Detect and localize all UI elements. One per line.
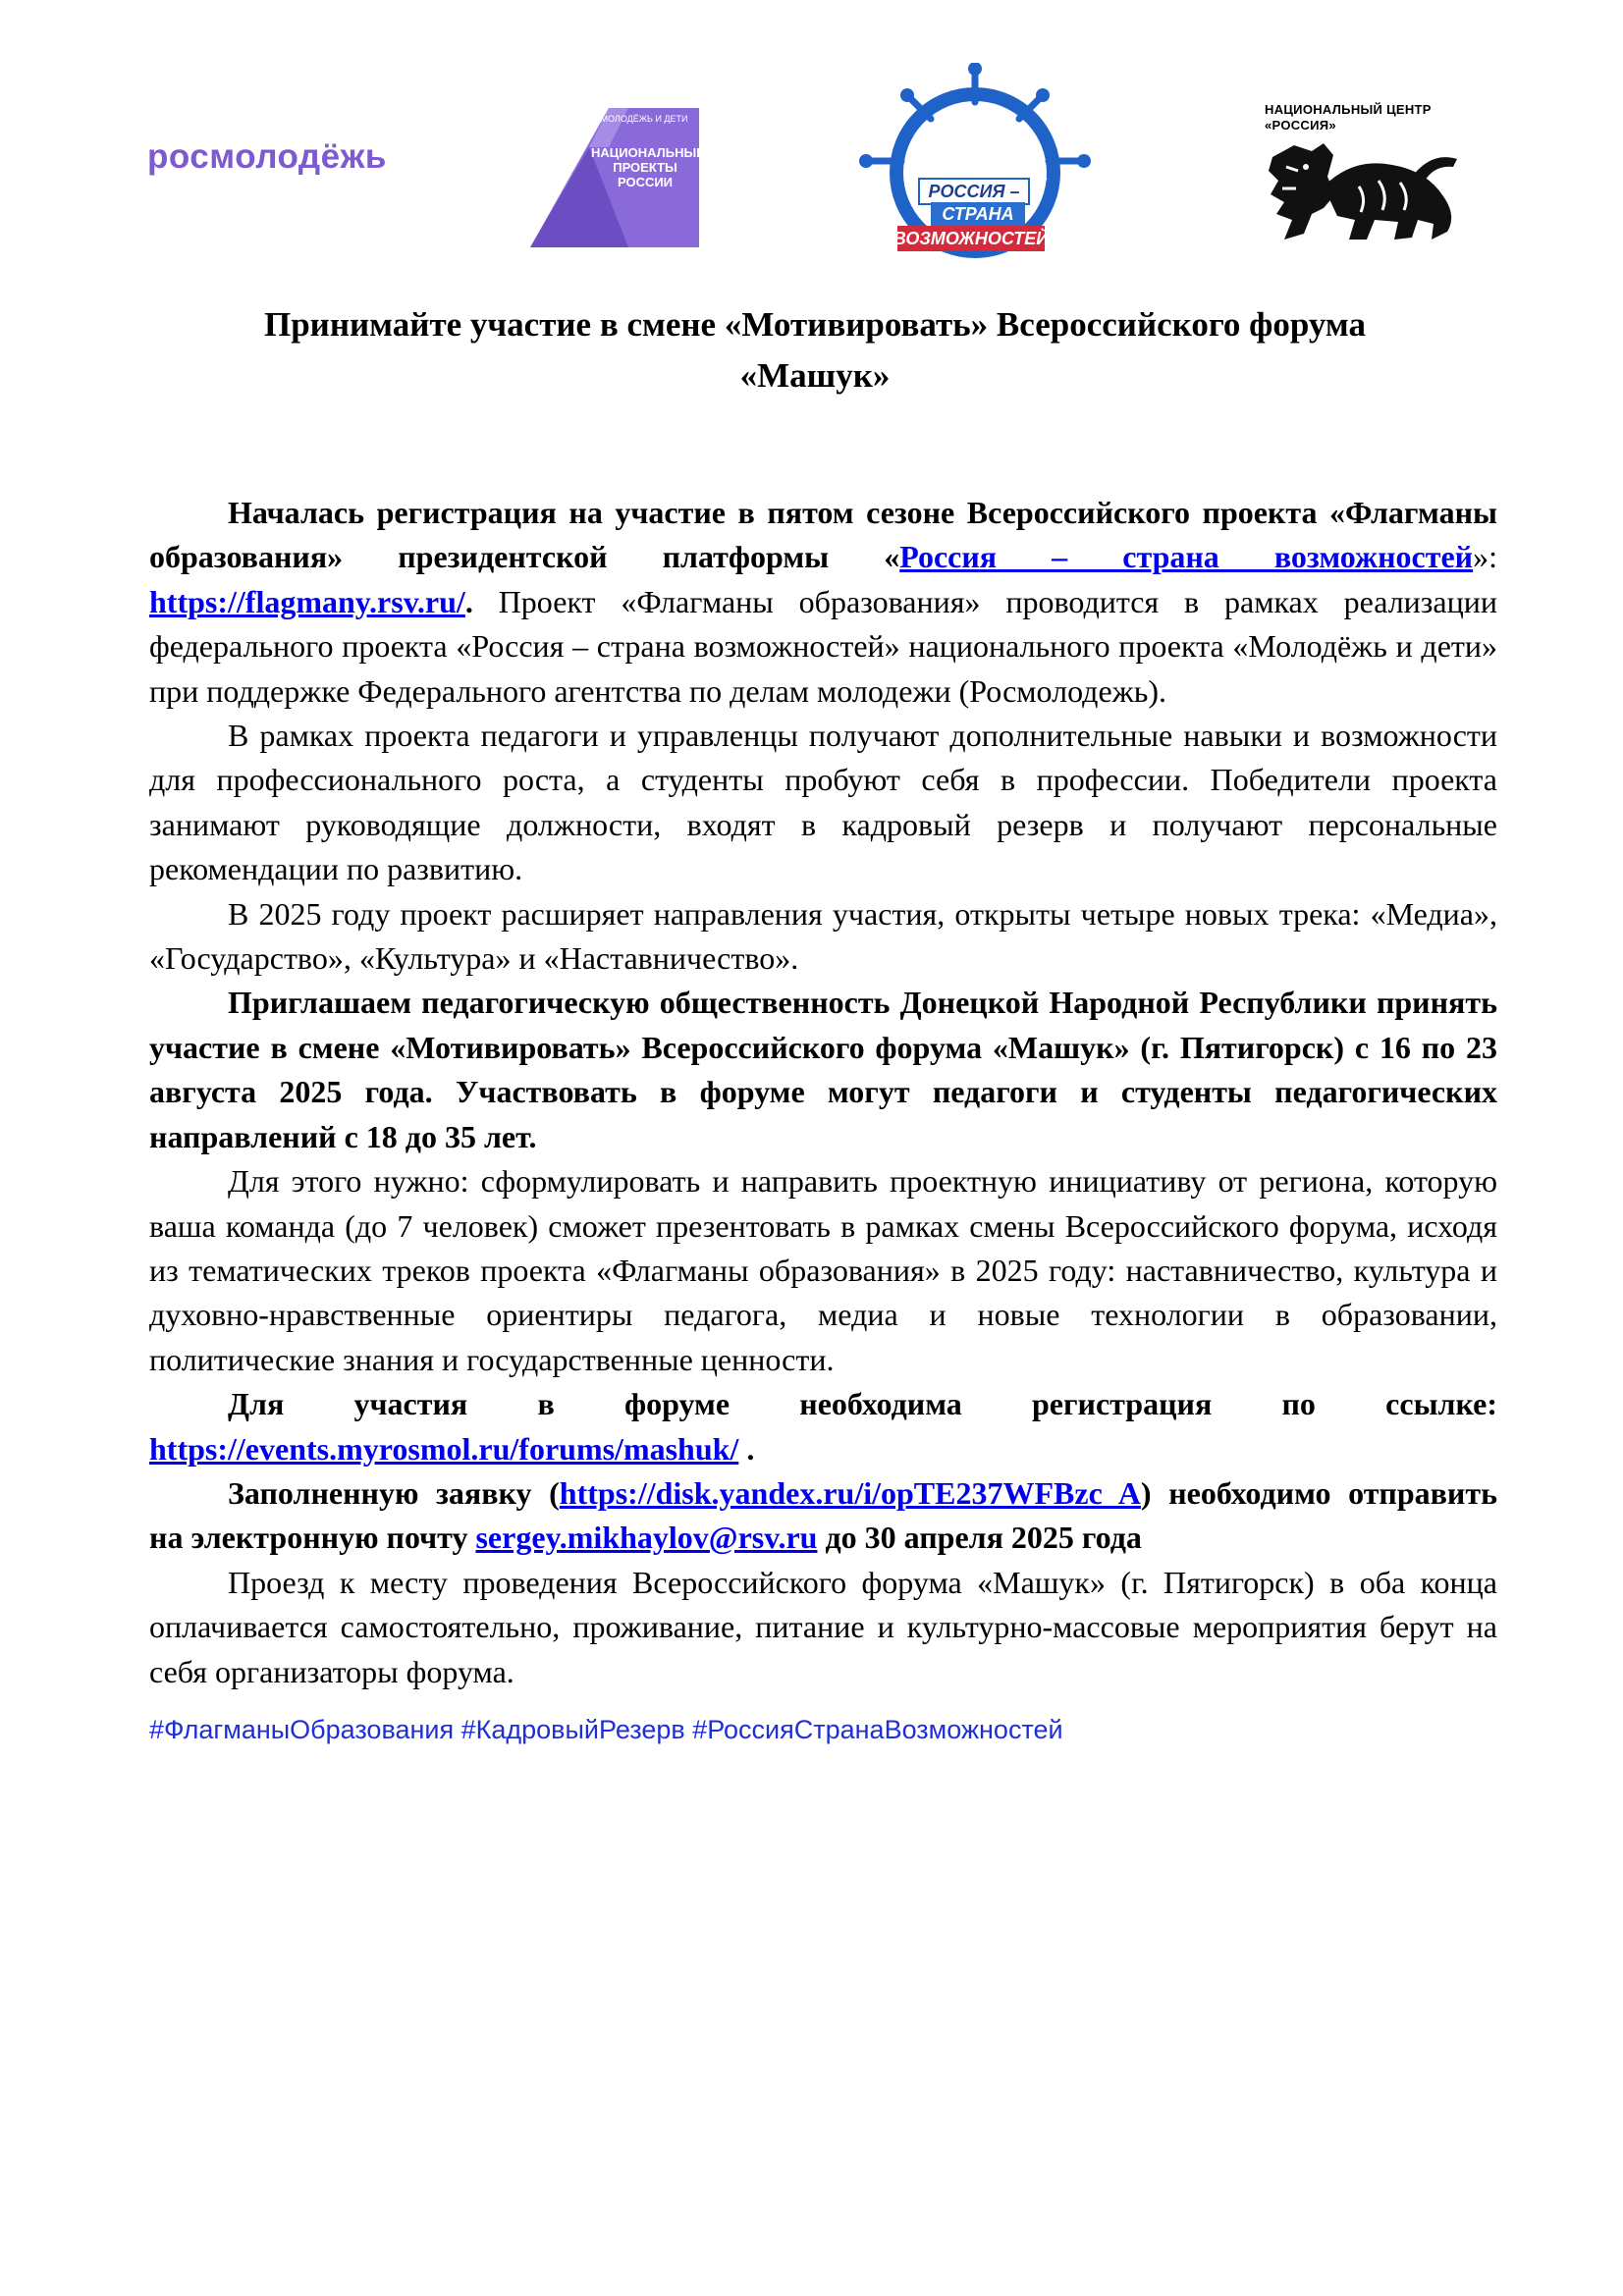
- paragraph-5: Для этого нужно: сформулировать и направить проектную инициативу от региона, которую ваша команда (до 7 человек) сможет презентовать в рамках смены Всероссийского форума, исходя из тематических треков проекта «Флагманы образования» в 2025 году: наставничество, культура и духовно-нравственные ориентиры педагога, медиа и новые технологии в образовании, политические знания и государственные ценности.: [149, 1163, 1497, 1377]
- np-line-2: ПРОЕКТЫ: [613, 160, 677, 175]
- paragraph-1: [149, 491, 1497, 714]
- paragraph-8: Проезд к месту проведения Всероссийского форума «Машук» (г. Пятигорск) в оба конца оплачивается самостоятельно, проживание, питание и культурно-массовые мероприятия берут на себя организаторы форума.: [149, 1564, 1497, 1689]
- p7-text-2: ) необходимо отправить на электронную почту: [149, 1474, 1498, 1556]
- p1-after-link: »:: [1473, 539, 1498, 575]
- p1-rest: Проект «Флагманы образования» проводится в рамках реализации федерального проекта «Россия – страна возможностей» национального проекта «Молодёжь и дети» при поддержке Федерального агентства по делам молодежи (Росмолодежь).: [149, 583, 1497, 709]
- paragraph-4-invitation: Приглашаем педагогическую общественность Донецкой Народной Республики принять участие в смене «Мотивировать» Всероссийского форума «Машук» (г. Пятигорск) с 16 по 23 августа 2025 года. Участвовать в форуме могут педагоги и студенты педагогических направлений с 18 до 35 лет.: [149, 985, 1497, 1154]
- page-title: Принимайте участие в смене «Мотивировать» Всероссийского форума «Машук»: [263, 305, 1367, 395]
- p7-text-3: до 30 апреля 2025 года: [817, 1520, 1142, 1556]
- flagmany-obrazovaniya-logo: [852, 63, 1098, 259]
- p6-text: Для участия в форуме необходима регистрация по ссылке:: [228, 1386, 1497, 1422]
- hashtags: #ФлагманыОбразования #КадровыйРезерв #РоссияСтранаВозможностей: [149, 1714, 1063, 1744]
- document-body: [149, 491, 1497, 1749]
- flagmany-line-3: ВОЗМОЖНОСТЕЙ: [893, 229, 1050, 248]
- p1-dot: .: [464, 583, 473, 619]
- flagmany-arc-text: АГМАНЫ ОБРАЗОВАН: [899, 116, 1051, 185]
- rosmolodezh-logo: росмолодёжь: [147, 137, 387, 176]
- np-line-1: НАЦИОНАЛЬНЫЕ: [591, 145, 705, 160]
- flagmany-url-link[interactable]: https://flagmany.rsv.ru/: [149, 583, 465, 619]
- national-center-line-2: «РОССИЯ»: [1265, 118, 1336, 133]
- flagmany-line-1: РОССИЯ –: [928, 182, 1020, 201]
- national-center-russia-logo: [1265, 102, 1461, 249]
- paragraph-2: В рамках проекта педагоги и управленцы получают дополнительные навыки и возможности для профессионального роста, а студенты пробуют себя в профессии. Победители проекта занимают руководящие должности, входят в кадровый резерв и получают персональные рекомендации по развитию.: [149, 718, 1497, 887]
- svg-text:ФЛАГМАНЫ ОБРАЗОВАНИЯ: [852, 63, 1050, 185]
- mashuk-registration-link[interactable]: https://events.myrosmol.ru/forums/mashuk/: [149, 1430, 739, 1467]
- flagmany-line-2: СТРАНА: [942, 204, 1014, 224]
- np-line-3: РОССИИ: [617, 175, 674, 189]
- paragraph-3: В 2025 году проект расширяет направления участия, открыты четыре новых трека: «Медиа», «Государство», «Культура» и «Наставничество».: [149, 895, 1497, 977]
- national-projects-logo: [530, 108, 705, 247]
- p1-lead: Началась регистрация на участие в пятом сезоне Всероссийского проекта «Флагманы образования» президентской платформы «: [149, 495, 1497, 575]
- paragraph-6-registration: [149, 1382, 1497, 1471]
- tiger-emblem-icon: [1265, 137, 1461, 245]
- p7-text-1: Заполненную заявку (: [228, 1474, 560, 1511]
- p6-after: .: [738, 1430, 755, 1467]
- paragraph-7-application: [149, 1471, 1497, 1561]
- national-center-line-1: НАЦИОНАЛЬНЫЙ ЦЕНТР: [1265, 102, 1432, 117]
- ship-wheel-icon: [852, 63, 1098, 259]
- np-top-caption: МОЛОДЁЖЬ И ДЕТИ: [600, 114, 688, 124]
- application-form-link[interactable]: https://disk.yandex.ru/i/opTE237WFBzc_A: [559, 1474, 1141, 1511]
- rsv-link[interactable]: Россия – страна возможностей: [899, 539, 1474, 575]
- email-link[interactable]: sergey.mikhaylov@rsv.ru: [475, 1520, 818, 1556]
